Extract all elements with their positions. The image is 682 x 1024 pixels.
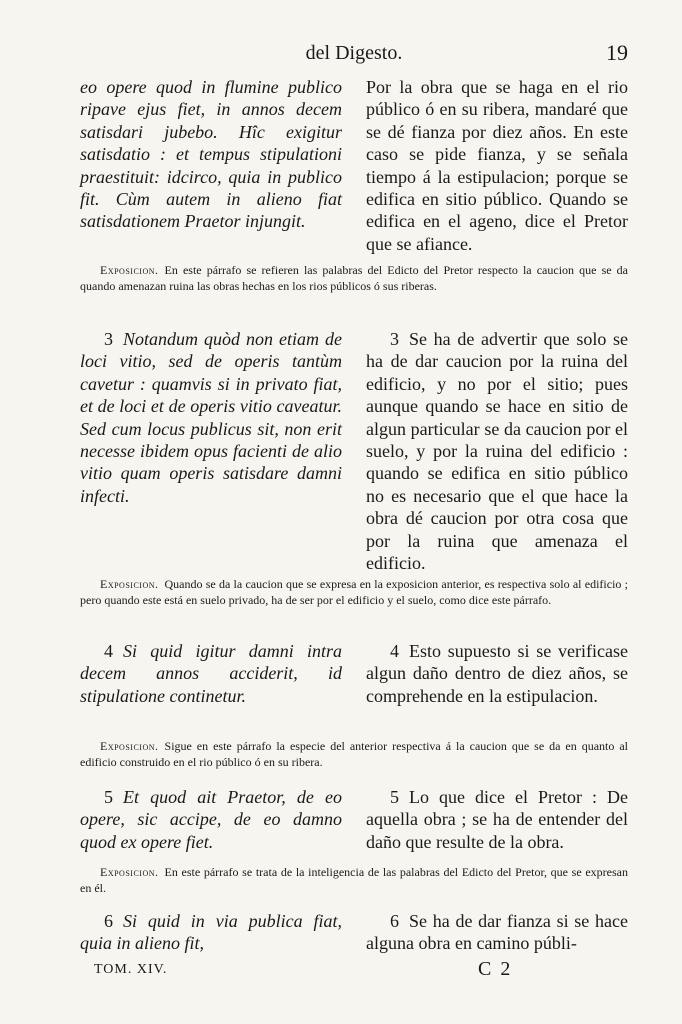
exposition-note: Exposicion. Sigue en este párrafo la especie del anterior respectiva á la caucion que se da en quanto al edificio construido en el rio público ó en su ribera. [80, 739, 628, 769]
latin-text: 5 Et quod ait Praetor, de eo opere, sic accipe, de eo damno quod ex opere fiet. [80, 787, 342, 852]
running-title: del Digesto. [305, 42, 403, 64]
latin-text: 6 Si quid in via publica fiat, quia in alieno fit, [80, 911, 342, 954]
spanish-text: 5 Lo que dice el Pretor : De aquella obra ; se ha de entender del daño que resulte de la obra. [366, 787, 628, 852]
exposition-note: Exposicion. En este párrafo se refieren las palabras del Edicto del Pretor respecto la caucion que se da quando amenazan ruina las obras hechas en los rios públicos ó sus riberas. [80, 263, 628, 293]
exposition-note: Exposicion. En este párrafo se trata de la inteligencia de las palabras del Edicto del Pretor, que se expresan en él. [80, 865, 628, 895]
paragraph-number: 4 [104, 641, 113, 661]
paragraph-block [80, 910, 628, 955]
spanish-text: 3 Se ha de advertir que solo se ha de dar caucion por la ruina del edificio, y no por el sitio; pues aunque quando se hace en sitio de algun particular se da caucion por el suelo, y por la ruina del edificio : quando se edifica en sitio público no es necesario que el que hace la obra dé caucion por otra cosa que por la ruina que amenaza el edificio. [366, 329, 628, 574]
paragraph-number: 6 [104, 911, 113, 931]
spanish-text: 6 Se ha de dar fianza si se hace alguna obra en camino públi- [366, 911, 628, 954]
paragraph-number: 4 [390, 641, 399, 661]
exposition-label: Exposicion. [100, 865, 159, 879]
paragraph-block [80, 76, 628, 255]
paragraph-number: 3 [104, 329, 113, 349]
paragraph-number: 5 [104, 787, 113, 807]
volume-mark: TOM. XIV. [94, 962, 168, 977]
exposition-label: Exposicion. [100, 263, 159, 277]
page-footer [80, 958, 628, 982]
signature-mark: C 2 [478, 958, 513, 980]
latin-text: 4 Si quid igitur damni intra decem annos acciderit, id stipulatione continetur. [80, 641, 342, 706]
paragraph-number: 6 [390, 911, 399, 931]
exposition-label: Exposicion. [100, 577, 159, 591]
paragraph-block [80, 640, 628, 707]
latin-text: 3 Notandum quòd non etiam de loci vitio, sed de operis tantùm cavetur : quamvis si in privato fiat, et de loci et de operis vitio caveatur. Sed cum locus publicus sit, non erit necesse ibidem opus facienti de alio vitio quam operis satisdare damni infecti. [80, 329, 342, 506]
paragraph-number: 3 [390, 329, 399, 349]
paragraph-number: 5 [390, 787, 399, 807]
page-header [80, 38, 628, 68]
exposition-label: Exposicion. [100, 739, 159, 753]
latin-text: eo opere quod in flumine publico ripave ejus fiet, in annos decem satisdari jubebo. Hîc exigitur satisdatio : et tempus stipulationi praestituit: idcirco, quia in publico fit. Cùm autem in alieno fiat satisdationem Praetor injungit. [80, 77, 342, 232]
paragraph-block [80, 786, 628, 853]
spanish-text: 4 Esto supuesto si se verificase algun daño dentro de diez años, se comprehende en la estipulacion. [366, 641, 628, 706]
paragraph-block [80, 328, 628, 574]
page-number: 19 [606, 40, 628, 65]
spanish-text: Por la obra que se haga en el rio público ó en su ribera, mandaré que se dé fianza por diez años. En este caso se pide fianza, y se señala tiempo á la estipulacion; porque se edifica en sitio público. Quando se edifica en el ageno, dice el Pretor que se afiance. [366, 77, 628, 254]
exposition-note: Exposicion. Quando se da la caucion que se expresa en la exposicion anterior, es respectiva solo al edificio ; pero quando este está en suelo privado, ha de ser por el edificio y el suelo, como dice este párrafo. [80, 577, 628, 607]
